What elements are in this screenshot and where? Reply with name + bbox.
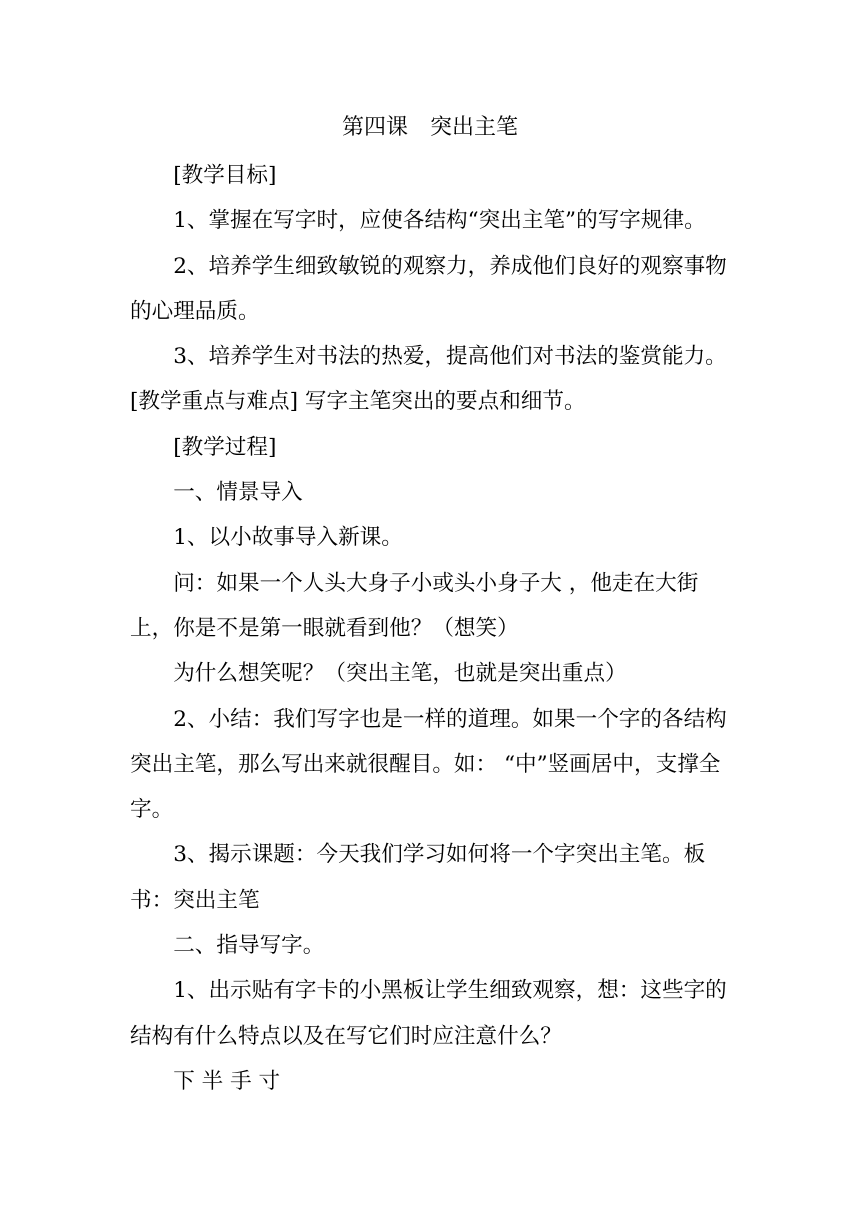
goal-2: 2、培养学生细致敏锐的观察力，养成他们良好的观察事物的心理品质。 (130, 253, 727, 324)
section-1: 一、情景导入 (173, 480, 303, 506)
step-1-1: 1、以小故事导入新课。 (173, 525, 403, 551)
step-1-3: 3、揭示课题：今天我们学习如何将一个字突出主笔。板书：突出主笔 (130, 842, 706, 913)
question: 问：如果一个人头大身子小或头小身子大 ，他走在大街上，你是不是第一眼就看到他？（想笑） (130, 570, 699, 641)
example-chars: 下 半 手 寸 (173, 1068, 281, 1094)
key-difficulty: [教学重点与难点] 写字主笔突出的要点和细节。 (130, 389, 586, 415)
goal-1: 1、掌握在写字时，应使各结构“突出主笔”的写字规律。 (173, 208, 706, 234)
document-body (130, 153, 730, 1104)
heading-teaching-process: [教学过程] (173, 434, 277, 460)
step-1-2: 2、小结：我们写字也是一样的道理。如果一个字的各结构突出主笔，那么写出来就很醒目。如： “中”竖画居中，支撑全字。 (130, 706, 727, 823)
why-laugh: 为什么想笑呢？（突出主笔，也就是突出重点） (173, 661, 627, 687)
section-2: 二、指导写字。 (173, 933, 325, 959)
goal-3: 3、培养学生对书法的热爱，提高他们对书法的鉴赏能力。 (173, 344, 727, 370)
page-title: 第四课 突出主笔 (341, 115, 518, 140)
step-2-1: 1、出示贴有字卡的小黑板让学生细致观察，想：这些字的结构有什么特点以及在写它们时应注意什么？ (130, 978, 727, 1049)
heading-teaching-goals: [教学目标] (173, 163, 277, 188)
